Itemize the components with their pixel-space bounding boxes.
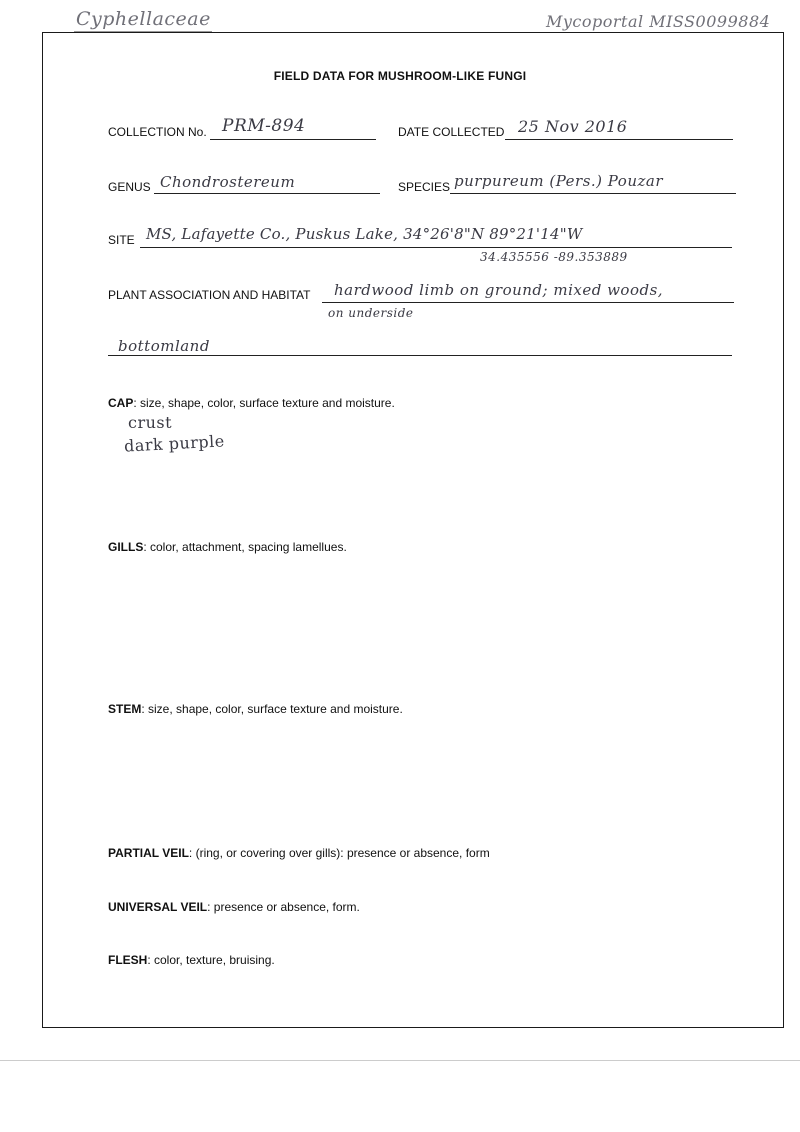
catalog-annotation: Mycoportal MISS0099884	[546, 12, 771, 31]
site-decimal: 34.435556 -89.353889	[480, 250, 628, 264]
date-label: DATE COLLECTED	[398, 125, 505, 139]
species-line	[450, 193, 736, 194]
cap-note-1: crust	[128, 413, 173, 432]
gills-description: : color, attachment, spacing lamellues.	[143, 540, 347, 554]
universal-veil-description: : presence or absence, form.	[207, 900, 360, 914]
cap-heading	[108, 396, 395, 410]
family-annotation: Cyphellaceae	[76, 8, 211, 30]
universal-veil-label: UNIVERSAL VEIL	[108, 900, 208, 914]
stem-label: STEM	[108, 702, 142, 716]
stem-heading	[108, 702, 403, 716]
form-title: FIELD DATA FOR MUSHROOM-LIKE FUNGI	[273, 69, 527, 83]
habitat-line-2	[108, 355, 732, 356]
date-line	[505, 139, 733, 140]
flesh-label: FLESH	[108, 953, 148, 967]
site-value: MS, Lafayette Co., Puskus Lake, 34°26'8"N 89°21'14"W	[146, 225, 583, 243]
habitat-note: on underside	[328, 306, 414, 320]
collection-value: PRM-894	[222, 116, 306, 136]
species-value: purpureum (Pers.) Pouzar	[454, 172, 663, 190]
universal-veil-heading	[108, 900, 360, 914]
cap-description: : size, shape, color, surface texture and moisture.	[133, 396, 395, 410]
cap-note-2: dark purple	[123, 431, 226, 456]
site-label: SITE	[108, 233, 135, 247]
habitat-line	[322, 302, 734, 303]
habitat-label: PLANT ASSOCIATION AND HABITAT	[108, 288, 311, 302]
gills-heading	[108, 540, 347, 554]
species-label: SPECIES	[398, 180, 451, 194]
habitat-continuation: bottomland	[118, 337, 210, 355]
genus-label: GENUS	[108, 180, 151, 194]
flesh-description: : color, texture, bruising.	[147, 953, 275, 967]
cap-label: CAP	[108, 396, 134, 410]
collection-line	[210, 139, 376, 140]
habitat-value: hardwood limb on ground; mixed woods,	[334, 281, 664, 299]
flesh-heading	[108, 953, 275, 967]
stem-description: : size, shape, color, surface texture and moisture.	[141, 702, 403, 716]
gills-label: GILLS	[108, 540, 144, 554]
date-value: 25 Nov 2016	[518, 117, 628, 136]
site-line	[140, 247, 732, 248]
genus-value: Chondrostereum	[160, 173, 296, 191]
partial-veil-heading	[108, 846, 490, 860]
partial-veil-label: PARTIAL VEIL	[108, 846, 189, 860]
partial-veil-description: : (ring, or covering over gills): presence or absence, form	[188, 846, 490, 860]
collection-label: COLLECTION No.	[108, 125, 207, 139]
genus-line	[154, 193, 380, 194]
scan-edge-line	[0, 1060, 800, 1061]
